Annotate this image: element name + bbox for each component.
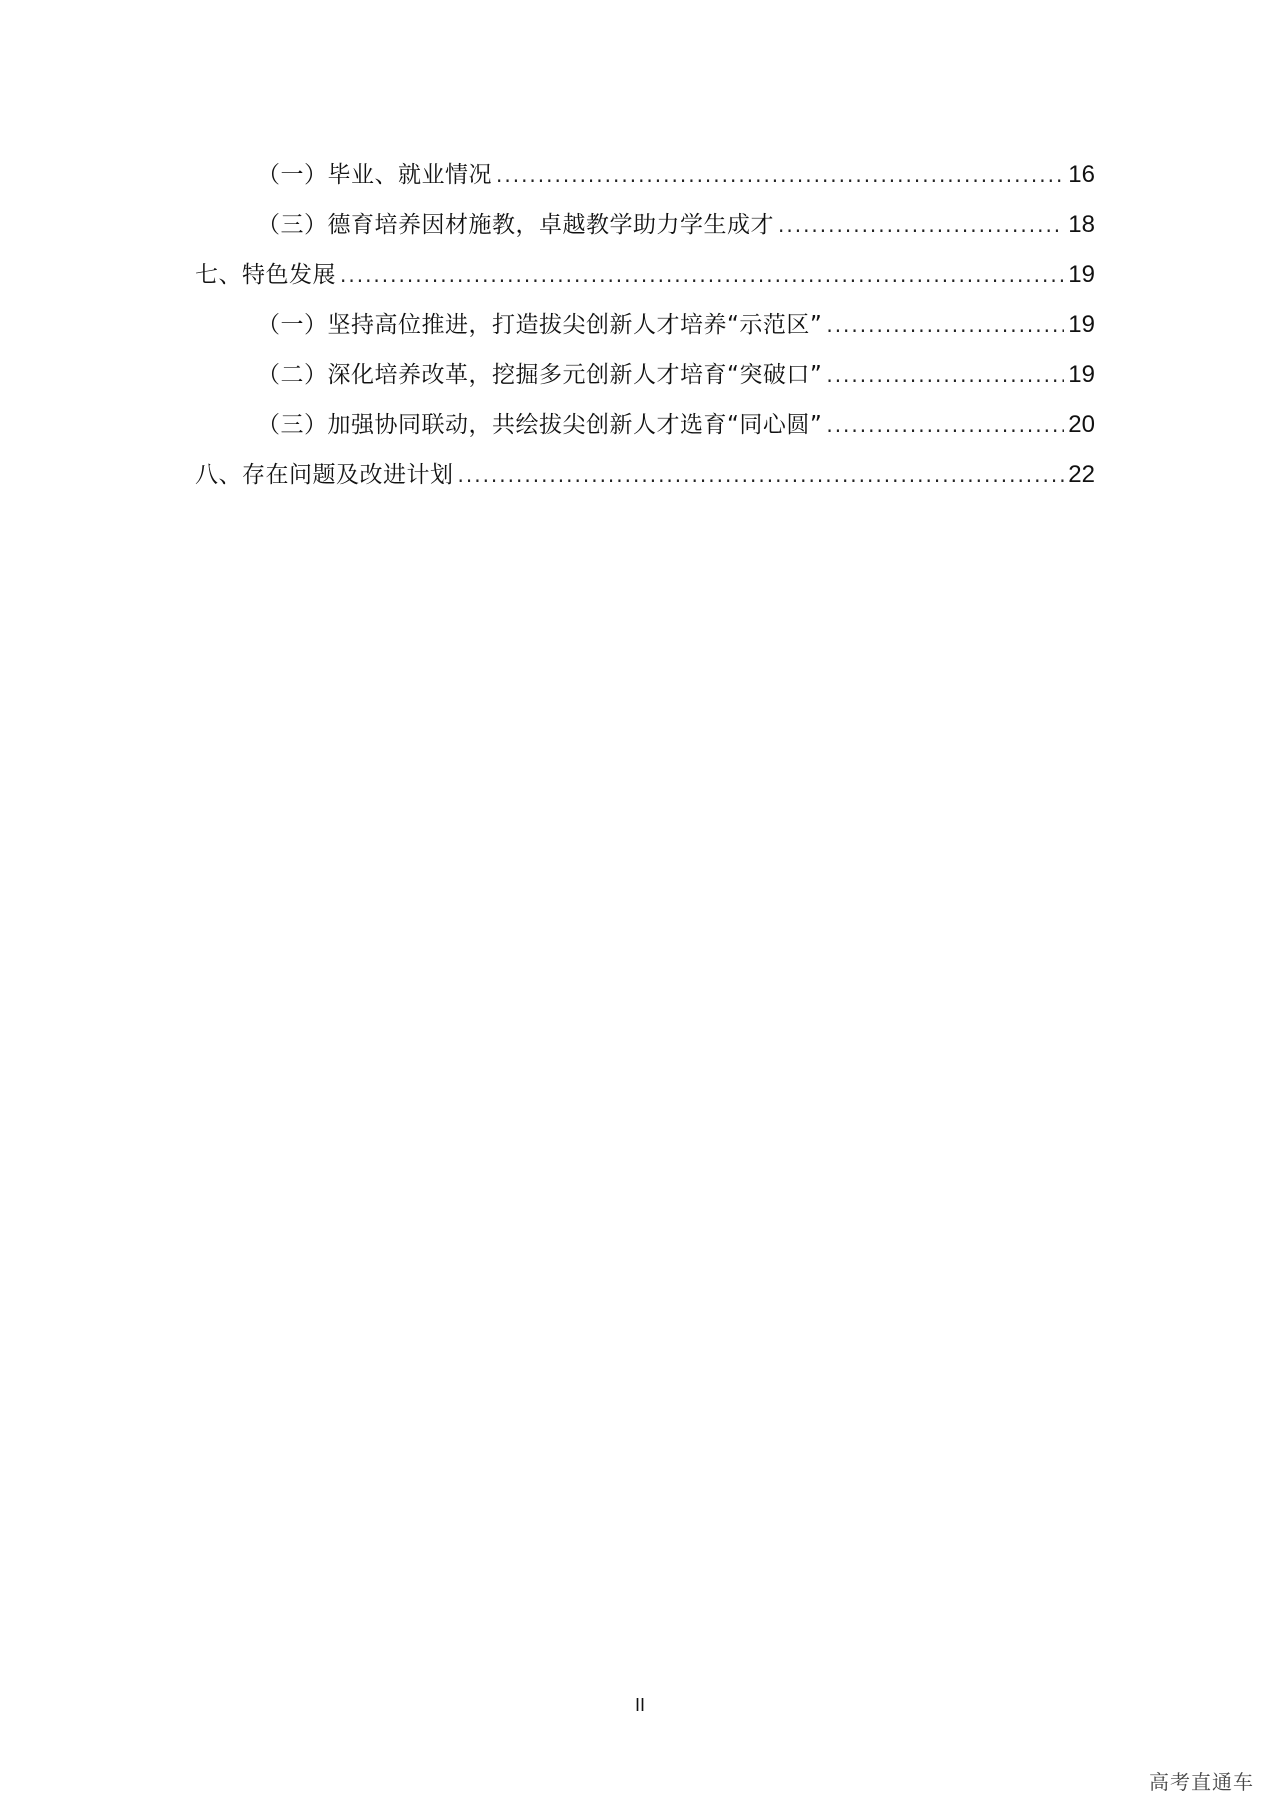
toc-dot-leader — [826, 350, 1064, 400]
toc-page-number: 18 — [1068, 211, 1095, 238]
toc-entry-label: （三）加强协同联动，共绘拔尖创新人才选育“同心圆” — [257, 412, 823, 438]
toc-entry-label: （三）德育培养因材施教，卓越教学助力学生成才 — [257, 212, 774, 238]
toc-dot-leader — [826, 300, 1064, 350]
toc-entry-concentric-circle[interactable] — [195, 400, 1095, 450]
toc-page-number: 22 — [1068, 461, 1095, 488]
toc-page-number: 19 — [1068, 261, 1095, 288]
toc-page-number: 19 — [1068, 361, 1095, 388]
toc-entry-breakthrough[interactable] — [195, 350, 1095, 400]
toc-entry-label: 八、存在问题及改进计划 — [195, 462, 454, 488]
page-number: II — [634, 1695, 645, 1715]
toc-page-number: 20 — [1068, 411, 1095, 438]
toc-dot-leader — [458, 450, 1065, 500]
toc-entry-graduation-employment[interactable] — [195, 150, 1095, 200]
toc-page-number: 19 — [1068, 311, 1095, 338]
toc-page-number: 16 — [1068, 161, 1095, 188]
toc-entry-label: （一）坚持高位推进，打造拔尖创新人才培养“示范区” — [257, 312, 823, 338]
toc-entry-label: （一）毕业、就业情况 — [257, 162, 492, 188]
watermark: 高考直通车 — [1149, 1770, 1254, 1794]
toc-entry-moral-education[interactable] — [195, 200, 1095, 250]
toc-entry-label: （二）深化培养改革，挖掘多元创新人才培育“突破口” — [257, 362, 823, 388]
table-of-contents — [195, 150, 1095, 500]
toc-dot-leader — [340, 250, 1064, 300]
toc-dot-leader — [778, 200, 1064, 250]
toc-dot-leader — [826, 400, 1064, 450]
toc-entry-demonstration-zone[interactable] — [195, 300, 1095, 350]
toc-entry-featured-development[interactable] — [195, 250, 1095, 300]
toc-dot-leader — [496, 150, 1064, 200]
toc-entry-problems-improvement[interactable] — [195, 450, 1095, 500]
toc-entry-label: 七、特色发展 — [195, 262, 336, 288]
